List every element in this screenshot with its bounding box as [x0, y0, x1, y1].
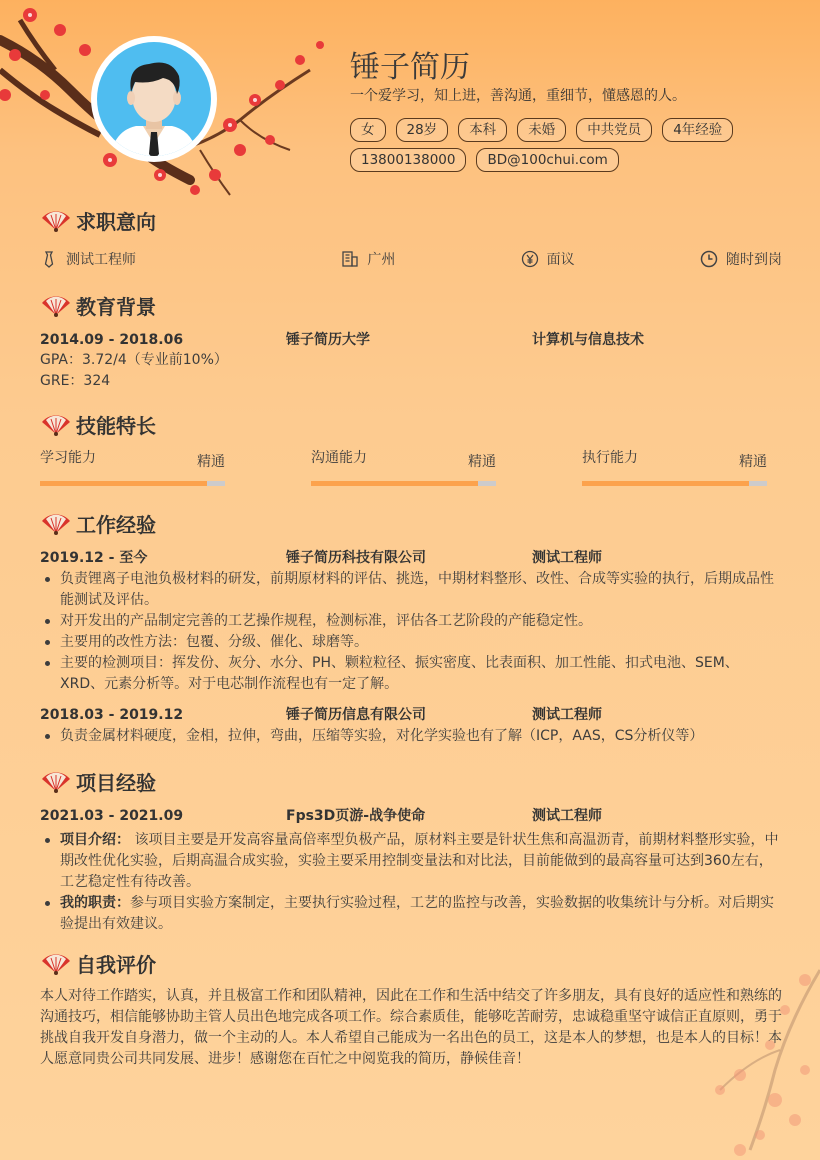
fan-icon	[40, 949, 72, 977]
fan-icon	[40, 509, 72, 537]
project-bullet	[40, 830, 782, 893]
section-title: 教育背景	[76, 294, 156, 319]
education-row	[40, 330, 782, 350]
tag-marital: 未婚	[517, 118, 566, 142]
skill-bar	[311, 481, 496, 486]
education-school: 锤子简历大学	[286, 332, 370, 348]
section-project	[40, 766, 782, 935]
section-title: 工作经验	[76, 512, 156, 537]
section-self-evaluation	[40, 948, 782, 1070]
job-period: 2019.12 - 至今	[40, 550, 148, 566]
fan-icon	[40, 410, 72, 438]
section-education	[40, 290, 782, 392]
intent-position	[40, 249, 136, 269]
project-period: 2021.03 - 2021.09	[40, 808, 184, 824]
job-bullet: 主要的检测项目：挥发份、灰分、水分、PH、颗粒粒径、振实密度、比表面积、加工性能、扣式电池、SEM、XRD、元素分析等。对于电芯制作流程也有一定了解。	[40, 653, 782, 695]
fan-icon	[40, 206, 72, 234]
job-row	[40, 705, 782, 725]
candidate-name: 锤子简历	[350, 50, 470, 85]
skill-bar	[582, 481, 767, 486]
intent-availability	[700, 249, 782, 269]
skill-bar-fill	[582, 481, 749, 486]
intent-salary	[521, 249, 575, 269]
job-bullet: 对开发出的产品制定完善的工艺操作规程，检测标准，评估各工艺阶段的产能稳定性。	[40, 611, 782, 632]
skill-level: 精通	[739, 454, 767, 470]
motto: 一个爱学习，知上进，善沟通，重细节，懂感恩的人。	[350, 88, 686, 104]
skill-name: 执行能力	[582, 450, 638, 466]
section-title: 项目经验	[76, 770, 156, 795]
tag-phone[interactable]: 13800138000	[350, 148, 466, 172]
job-bullet: 负责金属材料硬度，金相，拉伸，弯曲，压缩等实验，对化学实验也有了解（ICP，AAS，CS分析仪等）	[40, 726, 782, 747]
avatar	[91, 36, 217, 162]
avatar-icon	[91, 36, 217, 162]
fan-icon	[40, 291, 72, 319]
skill-level: 精通	[197, 454, 225, 470]
education-gpa: GPA：3.72/4（专业前10%）	[40, 352, 228, 368]
tag-experience: 4年经验	[662, 118, 733, 142]
tag-gender: 女	[350, 118, 386, 142]
clock-icon	[700, 250, 718, 268]
intent-salary-text: 面议	[546, 252, 575, 268]
skill-item	[582, 447, 767, 486]
education-major: 计算机与信息技术	[532, 332, 644, 348]
project-bullet-text: 该项目主要是开发高容量高倍率型负极产品，原材料主要是针状生焦和高温沥青，前期材料整形实验，中期改性优化实验，后期高温合成实验，实验主要采用控制变量法和对比法，目前能做到的最高容量可达到360左右，工艺稳定性有待改善。	[60, 832, 779, 890]
info-tags	[350, 118, 790, 172]
section-intent	[40, 205, 782, 269]
skill-name: 沟通能力	[311, 450, 367, 466]
project-bullet	[40, 893, 782, 935]
job-bullet: 负责锂离子电池负极材料的研发，前期原材料的评估、挑选，中期材料整形、改性、合成等实验的执行，后期成品性能测试及评估。	[40, 569, 782, 611]
intent-city	[341, 249, 395, 269]
job-role: 测试工程师	[532, 707, 602, 723]
job-period: 2018.03 - 2019.12	[40, 707, 184, 723]
building-icon	[341, 250, 359, 268]
skill-item	[311, 447, 496, 486]
intent-position-text: 测试工程师	[66, 252, 136, 268]
tag-age: 28岁	[396, 118, 449, 142]
tag-email[interactable]: BD@100chui.com	[476, 148, 618, 172]
job-row	[40, 548, 782, 568]
section-title: 技能特长	[76, 413, 156, 438]
skill-bar	[40, 481, 225, 486]
section-skills	[40, 409, 782, 486]
section-title: 求职意向	[76, 209, 156, 234]
project-bullet-label: 我的职责：	[60, 895, 130, 911]
section-title: 自我评价	[76, 952, 156, 977]
tag-degree: 本科	[458, 118, 507, 142]
skill-name: 学习能力	[40, 450, 96, 466]
project-bullet-label: 项目介绍：	[60, 832, 130, 848]
job-bullet: 主要用的改性方法：包覆、分级、催化、球磨等。	[40, 632, 782, 653]
skill-bar-fill	[40, 481, 207, 486]
education-gre: GRE：324	[40, 373, 111, 389]
project-role: 测试工程师	[532, 808, 602, 824]
project-row	[40, 806, 782, 826]
education-period: 2014.09 - 2018.06	[40, 332, 184, 348]
job-role: 测试工程师	[532, 550, 602, 566]
yen-icon	[521, 250, 539, 268]
skill-item	[40, 447, 225, 486]
job-company: 锤子简历科技有限公司	[286, 550, 426, 566]
fan-icon	[40, 767, 72, 795]
intent-city-text: 广州	[367, 252, 396, 268]
tag-party: 中共党员	[576, 118, 652, 142]
project-name: Fps3D页游-战争使命	[286, 808, 426, 824]
job-company: 锤子简历信息有限公司	[286, 707, 426, 723]
tie-icon	[40, 250, 58, 268]
skill-level: 精通	[468, 454, 496, 470]
project-bullet-text: 参与项目实验方案制定，主要执行实验过程，工艺的监控与改善，实验数据的收集统计与分析。对后期实验提出有效建议。	[60, 895, 774, 932]
intent-availability-text: 随时到岗	[725, 252, 782, 268]
self-evaluation-text: 本人对待工作踏实，认真，并且极富工作和团队精神，因此在工作和生活中结交了许多朋友，具有良好的适应性和熟练的沟通技巧，相信能够协助主管人员出色地完成各项工作。综合素质佳，能够吃苦耐劳，忠诚稳重坚守诚信正直原则，勇于挑战自我开发自身潜力，做一个主动的人。本人希望自己能成为一名出色的员工，这是本人的梦想，也是本人的目标！本人愿意同贵公司共同发展、进步！感谢您在百忙之中阅览我的简历，静候佳音！	[40, 988, 782, 1067]
section-work	[40, 508, 782, 747]
skill-bar-fill	[311, 481, 478, 486]
